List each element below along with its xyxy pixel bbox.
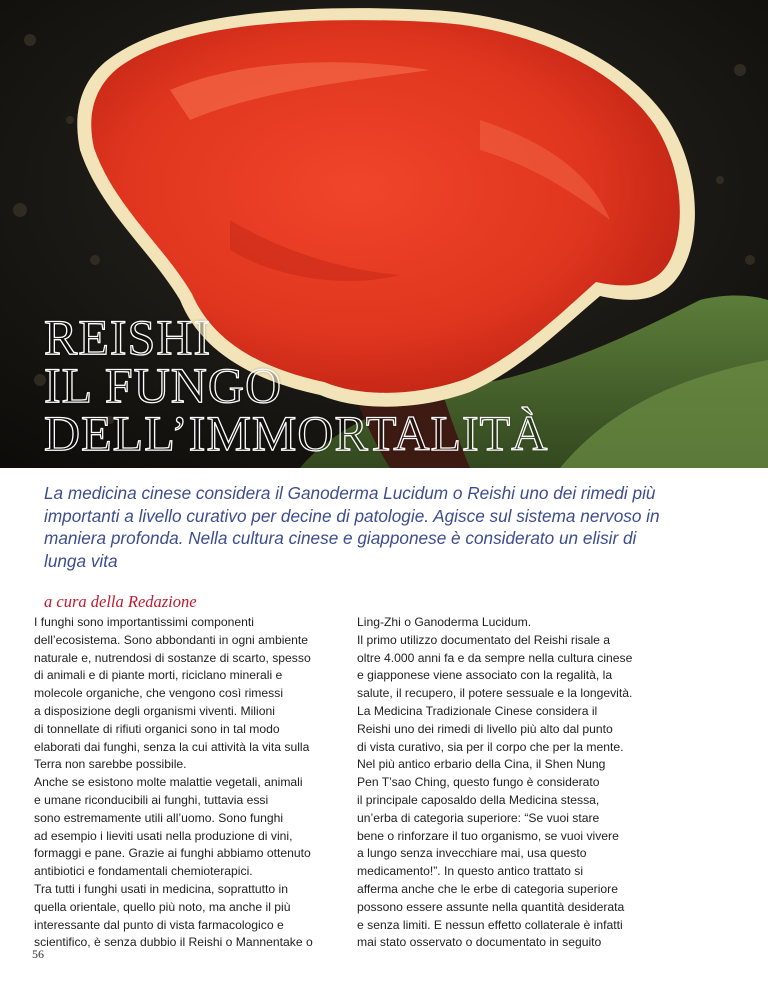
body-line: bene o rinforzare il tuo organismo, se vuoi vivere — [357, 828, 619, 843]
article-title — [44, 309, 549, 461]
body-line: il principale caposaldo della Medicina stessa, — [357, 792, 600, 807]
body-line: possono essere assunte nella quantità desiderata — [357, 899, 625, 914]
body-line: formaggi e pane. Grazie ai funghi abbiamo ottenuto — [34, 846, 311, 861]
body-line: antibiotici e fondamentali chemioterapici. — [34, 864, 253, 879]
article-lede: La medicina cinese considera il Ganoderma Lucidum o Reishi uno dei rimedi più importanti a livello curativo per decine di patologie. Agisce sul sistema nervoso in maniera profonda. Nella cultura cinese e giapponese è considerato un elisir di lunga vita — [44, 483, 660, 571]
body-line: molecole organiche, che vengono così rimessi — [34, 686, 284, 701]
body-line: Nel più antico erbario della Cina, il Shen Nung — [357, 757, 606, 772]
body-line: Anche se esistono molte malattie vegetali, animali — [34, 775, 303, 790]
body-line: di animali e di piante morti, riciclano minerali e — [34, 668, 283, 683]
hero-photo — [0, 0, 768, 468]
body-line: di tonnellate di rifiuti organici sono in tal modo — [34, 721, 280, 736]
body-line: e giapponese viene associato con la regalità, la — [357, 668, 613, 683]
title-line: IL FUNGO — [44, 357, 283, 413]
body-line: interessante dal punto di vista farmacologico e — [34, 917, 284, 932]
body-line: La Medicina Tradizionale Cinese considera il — [357, 703, 598, 718]
body-column-right — [357, 614, 669, 952]
body-line: naturale e, nutrendosi di sostanze di scarto, spesso — [34, 650, 311, 665]
body-line: quella orientale, quello più noto, ma anche il più — [34, 899, 291, 914]
body-line: afferma anche che le erbe di categoria superiore — [357, 881, 618, 896]
body-line: Terra non sarebbe possibile. — [34, 757, 187, 772]
body-line: sono estremamente utili all’uomo. Sono funghi — [34, 810, 284, 825]
body-column-left — [34, 614, 346, 952]
body-line: elaborati dai funghi, senza la cui attività la vita sulla — [34, 739, 310, 754]
body-line: dell’ecosistema. Sono abbondanti in ogni ambiente — [34, 632, 309, 647]
body-line: Pen T’sao Ching, questo fungo è considerato — [357, 775, 600, 790]
body-line: oltre 4.000 anni fa e da sempre nella cultura cinese — [357, 650, 633, 665]
body-line: scientifico, è senza dubbio il Reishi o Mannentake o — [34, 935, 313, 950]
body-line: medicamento!”. In questo antico trattato si — [357, 864, 584, 879]
body-line: Ling-Zhi o Ganoderma Lucidum. — [357, 615, 532, 629]
body-line: e umane riconducibili ai funghi, tuttavia essi — [34, 792, 269, 807]
byline: a cura della Redazione — [44, 592, 197, 611]
body-line: Reishi uno dei rimedi di livello più alto dal punto — [357, 721, 613, 736]
body-line: a disposizione degli organismi viventi. Milioni — [34, 703, 275, 718]
body-line: a lungo senza invecchiare mai, usa questo — [357, 846, 587, 861]
body-line: e senza limiti. E nessun effetto collaterale è infatti — [357, 917, 623, 932]
body-line: Il primo utilizzo documentato del Reishi risale a — [357, 632, 611, 647]
title-line: REISHI — [44, 309, 212, 365]
page-number: 56 — [32, 947, 44, 961]
body-line: mai stato osservato o documentato in seguito — [357, 935, 602, 950]
body-line: I funghi sono importantissimi componenti — [34, 615, 254, 629]
body-line: salute, il recupero, il potere sessuale e la longevità. — [357, 686, 633, 701]
body-line: ad esempio i lieviti usati nella produzione di vini, — [34, 828, 293, 843]
title-line: DELL’IMMORTALITÀ — [44, 405, 549, 461]
body-line: Tra tutti i funghi usati in medicina, soprattutto in — [34, 881, 288, 896]
body-line: di vista curativo, sia per il corpo che per la mente. — [357, 739, 624, 754]
body-line: un’erba di categoria superiore: “Se vuoi stare — [357, 810, 600, 825]
